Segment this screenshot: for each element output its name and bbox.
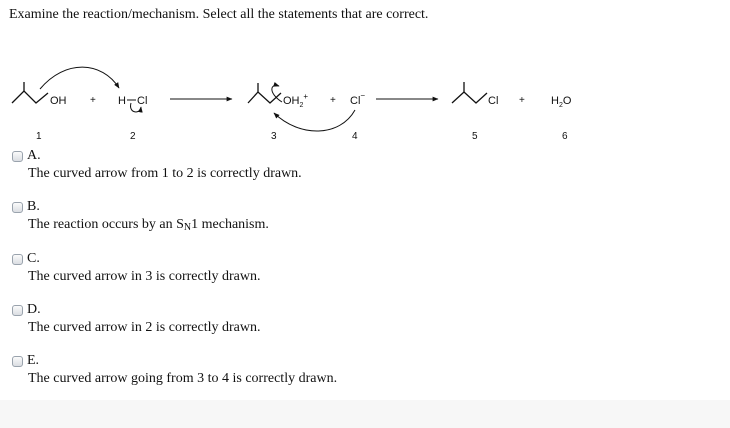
option-c-checkbox[interactable] [12,254,23,265]
plus-sign-1: + [90,95,96,106]
compound-5-cl: Cl [488,95,499,107]
compound-2-h: H [118,95,126,107]
option-a-checkbox[interactable] [12,151,23,162]
question-prompt: Examine the reaction/mechanism. Select all the statements that are correct. [9,7,429,22]
compound-1-oh: OH [50,95,67,107]
compound-label-3: 3 [271,131,277,142]
plus-sign-3: + [519,95,525,106]
option-e[interactable] [12,353,612,387]
compound-label-2: 2 [130,131,136,142]
compound-label-4: 4 [352,131,358,142]
compound-6-water: $H_2O$ [551,95,572,109]
compound-1-skeleton [12,91,48,103]
option-c[interactable] [12,251,612,285]
option-d-text: The curved arrow in 2 is correctly drawn. [28,320,261,335]
compound-3-oh2: $OH_2^+$ [283,92,309,109]
option-b-text: The reaction occurs by an $S_N1$ mechanism. [28,217,269,233]
option-b[interactable] [12,199,612,233]
footer-band [0,400,730,428]
curved-arrow-1-to-2 [40,67,119,89]
option-a-letter: A. [27,148,41,163]
compound-label-1: 1 [36,131,42,142]
compound-5-skeleton [452,92,487,103]
option-e-checkbox[interactable] [12,356,23,367]
compound-label-5: 5 [472,131,478,142]
option-e-letter: E. [27,353,40,368]
option-c-letter: C. [27,251,40,266]
option-b-letter: B. [27,199,40,214]
option-d[interactable] [12,302,612,336]
compound-4-chloride: Cl− [350,91,366,107]
compound-label-6: 6 [562,131,568,142]
option-b-checkbox[interactable] [12,202,23,213]
option-d-letter: D. [27,302,41,317]
option-a-text: The curved arrow from 1 to 2 is correctly drawn. [28,166,302,181]
option-e-text: The curved arrow going from 3 to 4 is correctly drawn. [28,371,338,386]
curved-arrow-3-to-4 [274,110,355,131]
option-d-checkbox[interactable] [12,305,23,316]
plus-sign-2: + [330,95,336,106]
reaction-scheme [0,55,730,145]
option-a[interactable] [12,148,612,182]
option-c-text: The curved arrow in 3 is correctly drawn. [28,269,261,284]
compound-2-cl: Cl [137,95,148,107]
